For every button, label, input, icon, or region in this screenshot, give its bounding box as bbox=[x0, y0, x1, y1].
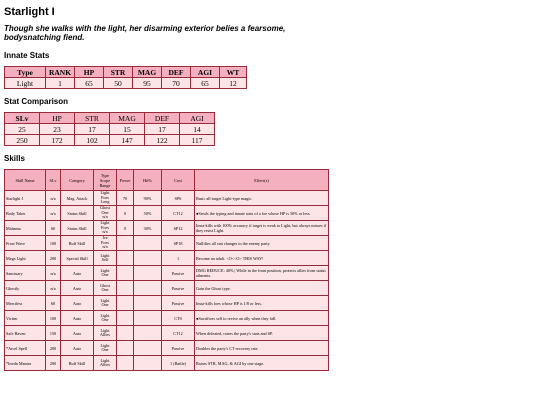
innate-value-cell: 65 bbox=[191, 78, 220, 89]
skill-category-cell: Auto bbox=[61, 341, 94, 356]
skill-name-cell: Sanctuary bbox=[5, 266, 46, 281]
innate-value-cell: 65 bbox=[75, 78, 104, 89]
skill-power-cell bbox=[117, 311, 134, 326]
skill-category-cell: Auto bbox=[61, 326, 94, 341]
comparison-cell: 117 bbox=[180, 135, 215, 146]
skills-body bbox=[5, 191, 329, 371]
skill-category-cell: Auto bbox=[61, 266, 94, 281]
skill-type: Light bbox=[100, 312, 110, 318]
skill-scope: One bbox=[101, 302, 109, 307]
innate-stats-heading: Innate Stats bbox=[4, 51, 50, 60]
skill-type-scope-range-cell bbox=[94, 356, 117, 371]
skill-name-cell: Mega Light bbox=[5, 251, 46, 266]
skill-slv-cell: 100 bbox=[46, 311, 61, 326]
innate-header-cell: Type bbox=[5, 67, 46, 78]
skill-cost-cell: CT12 bbox=[162, 206, 195, 221]
skills-header-slv: SLv bbox=[46, 170, 61, 191]
skill-row bbox=[5, 221, 329, 236]
skill-scope: One bbox=[101, 287, 109, 292]
comparison-cell: 250 bbox=[5, 135, 40, 146]
skill-power-cell bbox=[117, 326, 134, 341]
skills-header-scope: Scope bbox=[99, 177, 111, 183]
skill-category-cell: Buff Skill bbox=[61, 356, 94, 371]
comparison-header-cell: MAG bbox=[110, 113, 145, 124]
skill-name-cell: *Invdn Mantra bbox=[5, 356, 46, 371]
skill-type: Light bbox=[100, 357, 110, 363]
comparison-cell: 23 bbox=[40, 124, 75, 135]
comparison-cell: 17 bbox=[75, 124, 110, 135]
skill-hit-cell bbox=[134, 296, 162, 311]
skill-cost-cell: SP18 bbox=[162, 236, 195, 251]
skill-scope: One bbox=[101, 272, 109, 277]
skill-range: n/a bbox=[102, 229, 108, 235]
skill-type-scope-range-cell bbox=[94, 296, 117, 311]
skill-hit-cell bbox=[134, 266, 162, 281]
skill-row bbox=[5, 206, 329, 221]
skill-scope: Foes bbox=[101, 194, 109, 200]
skill-effect-cell: ●Sacrifices self to revive an ally when they fall. bbox=[195, 311, 329, 326]
skill-range: n/a bbox=[102, 244, 108, 250]
skill-slv-cell: n/a bbox=[46, 266, 61, 281]
skill-category-cell: Status Skill bbox=[61, 206, 94, 221]
skills-header-category: Category bbox=[61, 170, 94, 191]
skill-type-scope-range-cell bbox=[94, 326, 117, 341]
skill-cost-cell: Passive bbox=[162, 281, 195, 296]
skills-header-type: Type bbox=[100, 172, 110, 178]
innate-value-cell: Light bbox=[5, 78, 46, 89]
innate-header-cell: MAG bbox=[133, 67, 162, 78]
skill-type-scope-range-cell bbox=[94, 281, 117, 296]
innate-value-cell: 70 bbox=[162, 78, 191, 89]
skill-name-cell: Merciless bbox=[5, 296, 46, 311]
innate-value-row bbox=[5, 78, 247, 89]
skill-cost-cell: SP12 bbox=[162, 221, 195, 236]
comparison-header-cell: HP bbox=[40, 113, 75, 124]
skill-type: Ghost bbox=[99, 205, 110, 211]
skill-name-cell: Starlight I bbox=[5, 191, 46, 206]
skill-name-cell: *Arcel Spell bbox=[5, 341, 46, 356]
skill-range: n/a bbox=[102, 214, 108, 220]
skill-power-cell: 0 bbox=[117, 206, 134, 221]
skill-effect-cell: Doubles the party's CT recovery rate. bbox=[195, 341, 329, 356]
skill-row bbox=[5, 236, 329, 251]
skill-power-cell bbox=[117, 251, 134, 266]
skill-hit-cell bbox=[134, 251, 162, 266]
comparison-header-row bbox=[5, 113, 215, 124]
skill-row bbox=[5, 251, 329, 266]
skill-row bbox=[5, 356, 329, 371]
skill-cost-cell: 1 (Battle) bbox=[162, 356, 195, 371]
skill-type: Light bbox=[100, 252, 110, 258]
skill-slv-cell: n/a bbox=[46, 191, 61, 206]
skill-cost-cell: CT12 bbox=[162, 326, 195, 341]
skills-header-name: Skill Name bbox=[5, 170, 46, 191]
skill-type-scope-range-cell bbox=[94, 206, 117, 221]
skill-type: Ghost bbox=[99, 282, 110, 288]
comparison-header-cell: STR bbox=[75, 113, 110, 124]
innate-value-cell: 12 bbox=[220, 78, 247, 89]
page-title: Starlight I bbox=[4, 6, 55, 18]
skill-name-cell: Victim bbox=[5, 311, 46, 326]
skill-row bbox=[5, 326, 329, 341]
skill-category-cell: Auto bbox=[61, 296, 94, 311]
skill-power-cell bbox=[117, 266, 134, 281]
skill-effect-cell: Insta-kills foes whose HP is 1/8 or less. bbox=[195, 296, 329, 311]
skill-scope: Allies bbox=[99, 362, 110, 367]
comparison-cell: 102 bbox=[75, 135, 110, 146]
skill-type-scope-range-cell bbox=[94, 236, 117, 251]
skill-category-cell: Special Skill bbox=[61, 251, 94, 266]
comparison-cell: 122 bbox=[145, 135, 180, 146]
skill-slv-cell: 200 bbox=[46, 356, 61, 371]
skill-slv-cell: n/a bbox=[46, 281, 61, 296]
skill-cost-cell: CT0 bbox=[162, 311, 195, 326]
skills-header-range: Range bbox=[99, 182, 111, 188]
comparison-cell: 147 bbox=[110, 135, 145, 146]
skill-slv-cell: 100 bbox=[46, 236, 61, 251]
skill-power-cell bbox=[117, 236, 134, 251]
innate-header-cell: HP bbox=[75, 67, 104, 78]
comparison-header-cell: SLv bbox=[5, 113, 40, 124]
skill-category-cell: Buff Skill bbox=[61, 236, 94, 251]
skill-hit-cell bbox=[134, 356, 162, 371]
skill-type: Light bbox=[100, 327, 110, 333]
comparison-cell: 25 bbox=[5, 124, 40, 135]
comparison-cell: 172 bbox=[40, 135, 75, 146]
innate-value-cell: 1 bbox=[46, 78, 75, 89]
skill-scope: One bbox=[101, 317, 109, 322]
skill-hit-cell: 90% bbox=[134, 191, 162, 206]
skill-row bbox=[5, 296, 329, 311]
skill-name-cell: Frost Wave bbox=[5, 236, 46, 251]
stat-comparison-table bbox=[4, 112, 215, 146]
innate-header-row bbox=[5, 67, 247, 78]
skill-type: Light bbox=[100, 297, 110, 303]
innate-stats-table bbox=[4, 66, 247, 89]
innate-header-cell: AGI bbox=[191, 67, 220, 78]
skill-hit-cell bbox=[134, 311, 162, 326]
skill-slv-cell: n/a bbox=[46, 206, 61, 221]
skill-type-scope-range-cell bbox=[94, 191, 117, 206]
skill-power-cell bbox=[117, 296, 134, 311]
skill-slv-cell: 60 bbox=[46, 296, 61, 311]
skill-power-cell bbox=[117, 341, 134, 356]
skill-effect-cell: Raises STR, MAG, & AGI by one stage. bbox=[195, 356, 329, 371]
skill-type: Light bbox=[100, 190, 110, 196]
skill-hit-cell bbox=[134, 236, 162, 251]
comparison-row bbox=[5, 135, 215, 146]
skill-power-cell: 70 bbox=[117, 191, 134, 206]
skill-type-scope-range-cell bbox=[94, 266, 117, 281]
skill-type: Light bbox=[100, 267, 110, 273]
skills-header-hit: Hit% bbox=[134, 170, 162, 191]
skill-slv-cell: 200 bbox=[46, 251, 61, 266]
innate-value-cell: 95 bbox=[133, 78, 162, 89]
skill-row bbox=[5, 191, 329, 206]
skill-effect-cell: Insta-kills with 100% accuracy if target is weak to Light, but always misses if they resist Light. bbox=[195, 221, 329, 236]
innate-header-cell: STR bbox=[104, 67, 133, 78]
skill-category-cell: Auto bbox=[61, 281, 94, 296]
skill-type: Ice bbox=[102, 235, 108, 241]
skill-scope: Foes bbox=[101, 224, 109, 230]
skill-effect-cell: Become an adult. <O<<O> THIS WAY! bbox=[195, 251, 329, 266]
innate-header-cell: RANK bbox=[46, 67, 75, 78]
skill-row bbox=[5, 311, 329, 326]
skill-cost-cell: Passive bbox=[162, 341, 195, 356]
skill-cost-cell: Passive bbox=[162, 266, 195, 281]
skill-name-cell: Mahama bbox=[5, 221, 46, 236]
skill-type-scope-range-cell bbox=[94, 341, 117, 356]
stat-comparison-heading: Stat Comparison bbox=[4, 97, 69, 106]
skill-effect-cell: DMG REDUCE: 40% | While in the front position, protects allies from status ailments. bbox=[195, 266, 329, 281]
skill-cost-cell: SP6 bbox=[162, 191, 195, 206]
skills-header-row bbox=[5, 170, 329, 191]
skill-scope: Allies bbox=[99, 332, 110, 337]
skill-hit-cell bbox=[134, 281, 162, 296]
skill-scope: Self bbox=[101, 257, 109, 262]
comparison-header-cell: DEF bbox=[145, 113, 180, 124]
skills-header-type-scope-range bbox=[94, 170, 117, 191]
skill-scope: Foes bbox=[101, 239, 109, 245]
comparison-header-cell: AGI bbox=[180, 113, 215, 124]
skill-slv-cell: 200 bbox=[46, 341, 61, 356]
skill-scope: One bbox=[101, 209, 109, 215]
skill-hit-cell bbox=[134, 341, 162, 356]
skill-scope: One bbox=[101, 347, 109, 352]
skill-name-cell: Ghostly bbox=[5, 281, 46, 296]
skill-type-scope-range-cell bbox=[94, 221, 117, 236]
skill-hit-cell: 30% bbox=[134, 221, 162, 236]
skills-header-cost: Cost bbox=[162, 170, 195, 191]
skill-name-cell: Safe Haven bbox=[5, 326, 46, 341]
skill-effect-cell: Gain the Ghost type. bbox=[195, 281, 329, 296]
skill-effect-cell: ●Steals the typing and innate stats of a foe whose HP is 50% or less. bbox=[195, 206, 329, 221]
skill-slv-cell: 150 bbox=[46, 326, 61, 341]
skill-hit-cell bbox=[134, 326, 162, 341]
skill-row bbox=[5, 281, 329, 296]
skill-type: Light bbox=[100, 342, 110, 348]
skill-cost-cell: Passive bbox=[162, 296, 195, 311]
skill-category-cell: Status Skill bbox=[61, 221, 94, 236]
skill-cost-cell: 1 bbox=[162, 251, 195, 266]
skill-power-cell bbox=[117, 281, 134, 296]
skills-header-power: Power bbox=[117, 170, 134, 191]
innate-header-cell: DEF bbox=[162, 67, 191, 78]
skill-power-cell bbox=[117, 356, 134, 371]
skill-row bbox=[5, 341, 329, 356]
comparison-cell: 15 bbox=[110, 124, 145, 135]
comparison-row bbox=[5, 124, 215, 135]
skill-type-scope-range-cell bbox=[94, 311, 117, 326]
skill-effect-cell: Nullifies all stat changes to the enemy party. bbox=[195, 236, 329, 251]
skill-effect-cell: When defeated, raises the party's stats and SP. bbox=[195, 326, 329, 341]
skill-type-scope-range-cell bbox=[94, 251, 117, 266]
tagline: Though she walks with the light, her disarming exterior belies a fearsome, bodysnatching fiend. bbox=[4, 24, 286, 42]
skills-heading: Skills bbox=[4, 154, 25, 163]
skill-name-cell: Body Taker bbox=[5, 206, 46, 221]
skill-category-cell: Mag. Attack bbox=[61, 191, 94, 206]
innate-header-cell: WT bbox=[220, 67, 247, 78]
skills-header-effect: Effect(s) bbox=[195, 170, 329, 191]
skill-category-cell: Auto bbox=[61, 311, 94, 326]
innate-value-cell: 50 bbox=[104, 78, 133, 89]
skill-hit-cell: 50% bbox=[134, 206, 162, 221]
skill-range: Long bbox=[100, 199, 110, 205]
skills-table bbox=[4, 169, 329, 371]
skill-power-cell: 0 bbox=[117, 221, 134, 236]
skill-effect-cell: Basic all-target Light-type magic. bbox=[195, 191, 329, 206]
skill-slv-cell: 60 bbox=[46, 221, 61, 236]
comparison-cell: 14 bbox=[180, 124, 215, 135]
comparison-cell: 17 bbox=[145, 124, 180, 135]
skill-type: Light bbox=[100, 220, 110, 226]
skill-row bbox=[5, 266, 329, 281]
